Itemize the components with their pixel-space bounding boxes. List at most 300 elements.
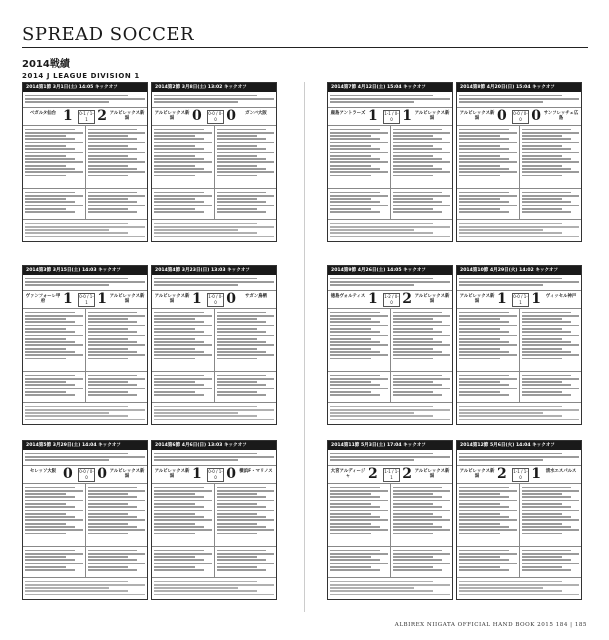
text-line — [522, 391, 562, 393]
substitutes — [457, 189, 581, 220]
text-line — [217, 205, 274, 207]
text-line — [393, 201, 442, 203]
away-score: 0 — [226, 291, 236, 307]
text-line — [154, 506, 204, 508]
text-line — [217, 351, 266, 353]
starting-lineups — [457, 309, 581, 372]
text-line — [330, 584, 450, 586]
text-line — [25, 503, 66, 505]
text-line — [217, 559, 266, 561]
home-subs — [328, 189, 390, 219]
text-line — [459, 412, 543, 414]
match-notes — [23, 578, 147, 598]
text-line — [217, 171, 274, 173]
text-line — [25, 456, 145, 458]
match-card — [456, 440, 582, 600]
text-line — [522, 550, 571, 552]
text-line — [393, 205, 450, 207]
text-line — [25, 516, 75, 518]
home-subs — [328, 547, 390, 577]
match-info — [23, 92, 147, 107]
text-line — [330, 328, 371, 330]
match-notes — [152, 403, 276, 423]
text-line — [459, 381, 500, 383]
text-line — [393, 493, 433, 495]
text-line — [217, 490, 274, 492]
text-line — [217, 500, 274, 502]
starting-lineups — [152, 484, 276, 547]
text-line — [330, 312, 380, 314]
text-line — [88, 211, 137, 213]
text-line — [330, 331, 380, 333]
text-line — [459, 236, 579, 238]
match-card — [327, 82, 453, 242]
match-card — [151, 82, 277, 242]
half-scores: 0-0 / 0-0 — [513, 111, 528, 122]
text-line — [459, 569, 509, 571]
home-team: 徳島ヴォルティス — [330, 294, 366, 299]
text-line — [330, 519, 388, 521]
away-lineup — [85, 126, 147, 188]
away-lineup — [85, 484, 147, 546]
text-line — [154, 453, 257, 455]
text-line — [154, 278, 257, 280]
away-lineup — [214, 126, 276, 188]
text-line — [217, 563, 274, 565]
text-line — [330, 348, 371, 350]
text-line — [459, 348, 500, 350]
text-line — [88, 155, 128, 157]
text-line — [459, 211, 509, 213]
text-line — [88, 168, 137, 170]
text-line — [522, 378, 579, 380]
text-line — [25, 348, 66, 350]
away-team: サガン鳥栖 — [245, 294, 267, 299]
text-line — [25, 563, 83, 565]
text-line — [154, 513, 195, 515]
text-line — [25, 351, 75, 353]
match-notes — [23, 403, 147, 423]
home-lineup — [23, 309, 85, 371]
text-line — [459, 533, 500, 535]
text-line — [154, 550, 204, 552]
text-line — [88, 135, 128, 137]
text-line — [25, 587, 109, 589]
match-card — [22, 440, 148, 600]
text-line — [330, 98, 450, 100]
home-subs — [152, 189, 214, 219]
text-line — [88, 503, 128, 505]
away-subs — [519, 547, 581, 577]
text-line — [25, 318, 66, 320]
text-line — [459, 384, 509, 386]
text-line — [330, 513, 371, 515]
text-line — [88, 553, 145, 555]
text-line — [154, 354, 212, 356]
text-line — [217, 391, 257, 393]
half-scores: 1-1 / 1-0 — [513, 469, 528, 480]
match-card — [151, 440, 277, 600]
text-line — [88, 328, 128, 330]
text-line — [154, 351, 204, 353]
text-line — [154, 129, 204, 131]
away-team: アルビレックス新潟 — [109, 469, 145, 479]
text-line — [459, 98, 579, 100]
text-line — [459, 208, 500, 210]
text-line — [25, 312, 75, 314]
text-line — [154, 226, 274, 228]
text-line — [522, 341, 571, 343]
text-line — [25, 459, 109, 461]
text-line — [393, 208, 433, 210]
text-line — [459, 487, 509, 489]
text-line — [88, 381, 128, 383]
text-line — [88, 158, 137, 160]
text-line — [154, 232, 257, 234]
away-team: アルビレックス新潟 — [414, 111, 450, 121]
away-subs — [85, 189, 147, 219]
text-line — [25, 338, 66, 340]
match-notes — [328, 403, 452, 423]
text-line — [154, 394, 204, 396]
text-line — [393, 384, 442, 386]
home-score: 1 — [63, 291, 73, 307]
home-lineup — [152, 309, 214, 371]
text-line — [330, 338, 371, 340]
text-line — [154, 155, 195, 157]
text-line — [330, 201, 380, 203]
text-line — [330, 500, 388, 502]
text-line — [522, 487, 571, 489]
text-line — [330, 226, 450, 228]
text-line — [459, 168, 509, 170]
text-line — [459, 331, 509, 333]
text-line — [88, 526, 137, 528]
home-team: 鹿島アントラーズ — [330, 111, 366, 116]
text-line — [217, 158, 266, 160]
text-line — [154, 168, 204, 170]
text-line — [393, 388, 450, 390]
text-line — [459, 226, 579, 228]
text-line — [459, 358, 500, 360]
text-line — [393, 341, 442, 343]
text-line — [459, 205, 517, 207]
away-score: 0 — [226, 466, 236, 482]
half-scores: 1-2 / 0-0 — [384, 294, 399, 305]
text-line — [154, 158, 204, 160]
text-line — [330, 278, 433, 280]
half-scores: 1-1 / 0-0 — [384, 111, 399, 122]
text-line — [154, 201, 204, 203]
away-score: 0 — [226, 108, 236, 124]
text-line — [330, 281, 450, 283]
text-line — [217, 566, 257, 568]
text-line — [154, 496, 204, 498]
text-line — [330, 533, 371, 535]
text-line — [330, 526, 380, 528]
text-line — [154, 344, 212, 346]
text-line — [330, 553, 388, 555]
text-line — [217, 148, 266, 150]
text-line — [459, 328, 500, 330]
text-line — [154, 415, 257, 417]
text-line — [154, 321, 204, 323]
home-subs — [457, 189, 519, 219]
text-line — [88, 201, 137, 203]
text-line — [25, 129, 75, 131]
text-line — [393, 338, 433, 340]
text-line — [154, 192, 204, 194]
match-notes — [457, 403, 581, 423]
text-line — [25, 278, 128, 280]
text-line — [154, 101, 238, 103]
text-line — [522, 318, 562, 320]
text-line — [217, 513, 257, 515]
text-line — [25, 145, 66, 147]
scoreline — [152, 107, 276, 126]
home-score: 1 — [368, 108, 378, 124]
text-line — [330, 556, 371, 558]
match-notes — [328, 578, 452, 598]
text-line — [25, 165, 66, 167]
away-score: 1 — [531, 466, 541, 482]
text-line — [25, 148, 75, 150]
text-line — [330, 516, 380, 518]
text-line — [393, 312, 442, 314]
text-line — [154, 519, 212, 521]
text-line — [330, 490, 388, 492]
text-line — [393, 559, 442, 561]
text-line — [393, 358, 433, 360]
text-line — [393, 529, 450, 531]
text-line — [88, 335, 145, 337]
text-line — [217, 341, 266, 343]
text-line — [25, 493, 66, 495]
text-line — [154, 171, 212, 173]
match-notes — [23, 220, 147, 240]
text-line — [393, 132, 450, 134]
home-subs — [152, 372, 214, 402]
text-line — [88, 487, 137, 489]
text-line — [154, 553, 212, 555]
text-line — [25, 381, 66, 383]
text-line — [217, 354, 274, 356]
text-line — [25, 513, 66, 515]
match-info — [152, 275, 276, 290]
text-line — [217, 487, 266, 489]
text-line — [393, 325, 450, 327]
home-subs — [152, 547, 214, 577]
text-line — [522, 208, 562, 210]
text-line — [154, 135, 195, 137]
text-line — [330, 384, 380, 386]
text-line — [88, 171, 145, 173]
text-line — [217, 312, 266, 314]
text-line — [217, 161, 274, 163]
text-line — [459, 132, 517, 134]
text-line — [330, 523, 371, 525]
text-line — [25, 284, 109, 286]
text-line — [217, 553, 274, 555]
text-line — [330, 563, 388, 565]
text-line — [459, 553, 517, 555]
text-line — [154, 208, 195, 210]
text-line — [522, 523, 562, 525]
text-line — [217, 569, 266, 571]
substitutes — [457, 547, 581, 578]
text-line — [393, 550, 442, 552]
text-line — [217, 375, 266, 377]
match-info — [23, 275, 147, 290]
text-line — [522, 155, 562, 157]
text-line — [522, 132, 579, 134]
text-line — [154, 569, 204, 571]
text-line — [25, 198, 66, 200]
text-line — [217, 358, 257, 360]
scoreline — [457, 465, 581, 484]
text-line — [217, 550, 266, 552]
text-line — [217, 510, 274, 512]
text-line — [522, 516, 571, 518]
home-subs — [23, 547, 85, 577]
text-line — [330, 529, 388, 531]
text-line — [393, 523, 433, 525]
text-line — [154, 284, 238, 286]
text-line — [88, 493, 128, 495]
text-line — [217, 503, 257, 505]
text-line — [154, 161, 212, 163]
text-line — [330, 208, 371, 210]
text-line — [154, 487, 204, 489]
text-line — [25, 550, 75, 552]
text-line — [154, 500, 212, 502]
text-line — [25, 158, 75, 160]
text-line — [393, 563, 450, 565]
text-line — [459, 101, 543, 103]
starting-lineups — [152, 126, 276, 189]
text-line — [217, 533, 257, 535]
text-line — [522, 205, 579, 207]
text-line — [88, 312, 137, 314]
half-scores: 1-0 / 0-0 — [208, 294, 223, 305]
text-line — [88, 321, 137, 323]
text-line — [330, 375, 380, 377]
text-line — [154, 419, 274, 421]
text-line — [88, 384, 137, 386]
text-line — [217, 378, 274, 380]
text-line — [393, 211, 442, 213]
text-line — [330, 378, 388, 380]
text-line — [459, 378, 517, 380]
season-heading: 2014戦績 — [22, 59, 70, 70]
text-line — [88, 506, 137, 508]
text-line — [25, 98, 145, 100]
away-lineup — [519, 484, 581, 546]
text-line — [522, 312, 571, 314]
text-line — [459, 529, 517, 531]
text-line — [154, 148, 204, 150]
text-line — [459, 550, 509, 552]
text-line — [459, 409, 579, 411]
home-subs — [457, 547, 519, 577]
starting-lineups — [152, 309, 276, 372]
text-line — [393, 500, 450, 502]
text-line — [217, 523, 257, 525]
text-line — [154, 378, 212, 380]
text-line — [522, 496, 571, 498]
match-date: 2014第1節 3月1日(土) 14:05 キックオフ — [23, 83, 147, 92]
text-line — [330, 132, 388, 134]
text-line — [459, 95, 562, 97]
text-line — [25, 331, 75, 333]
text-line — [25, 142, 83, 144]
text-line — [522, 348, 562, 350]
away-lineup — [214, 309, 276, 371]
text-line — [154, 456, 274, 458]
text-line — [217, 556, 257, 558]
text-line — [393, 553, 450, 555]
substitutes — [152, 189, 276, 220]
text-line — [393, 135, 433, 137]
text-line — [25, 590, 128, 592]
match-notes — [457, 220, 581, 240]
text-line — [25, 378, 83, 380]
away-score: 2 — [402, 291, 412, 307]
text-line — [25, 132, 83, 134]
text-line — [217, 331, 266, 333]
text-line — [25, 569, 75, 571]
text-line — [459, 335, 517, 337]
text-line — [522, 338, 562, 340]
text-line — [154, 223, 257, 225]
text-line — [88, 533, 128, 535]
text-line — [522, 553, 579, 555]
text-line — [393, 171, 450, 173]
text-line — [154, 384, 204, 386]
text-line — [217, 325, 274, 327]
text-line — [25, 192, 75, 194]
text-line — [459, 523, 500, 525]
text-line — [217, 496, 266, 498]
text-line — [330, 419, 450, 421]
text-line — [393, 198, 433, 200]
text-line — [393, 381, 433, 383]
text-line — [522, 533, 562, 535]
match-info — [457, 450, 581, 465]
text-line — [459, 506, 509, 508]
text-line — [330, 344, 388, 346]
text-line — [154, 503, 195, 505]
text-line — [522, 175, 562, 177]
text-line — [330, 510, 388, 512]
home-score: 1 — [192, 291, 202, 307]
text-line — [154, 581, 257, 583]
text-line — [88, 529, 145, 531]
substitutes — [152, 372, 276, 403]
text-line — [522, 500, 579, 502]
half-scores: 0-0 / 1-1 — [79, 294, 94, 305]
away-lineup — [390, 309, 452, 371]
text-line — [88, 394, 137, 396]
away-score: 1 — [97, 291, 107, 307]
match-date: 2014第5節 3月29日(土) 14:04 キックオフ — [23, 441, 147, 450]
home-subs — [23, 372, 85, 402]
text-line — [459, 496, 509, 498]
text-line — [25, 510, 83, 512]
text-line — [330, 569, 380, 571]
text-line — [217, 493, 257, 495]
text-line — [88, 175, 128, 177]
